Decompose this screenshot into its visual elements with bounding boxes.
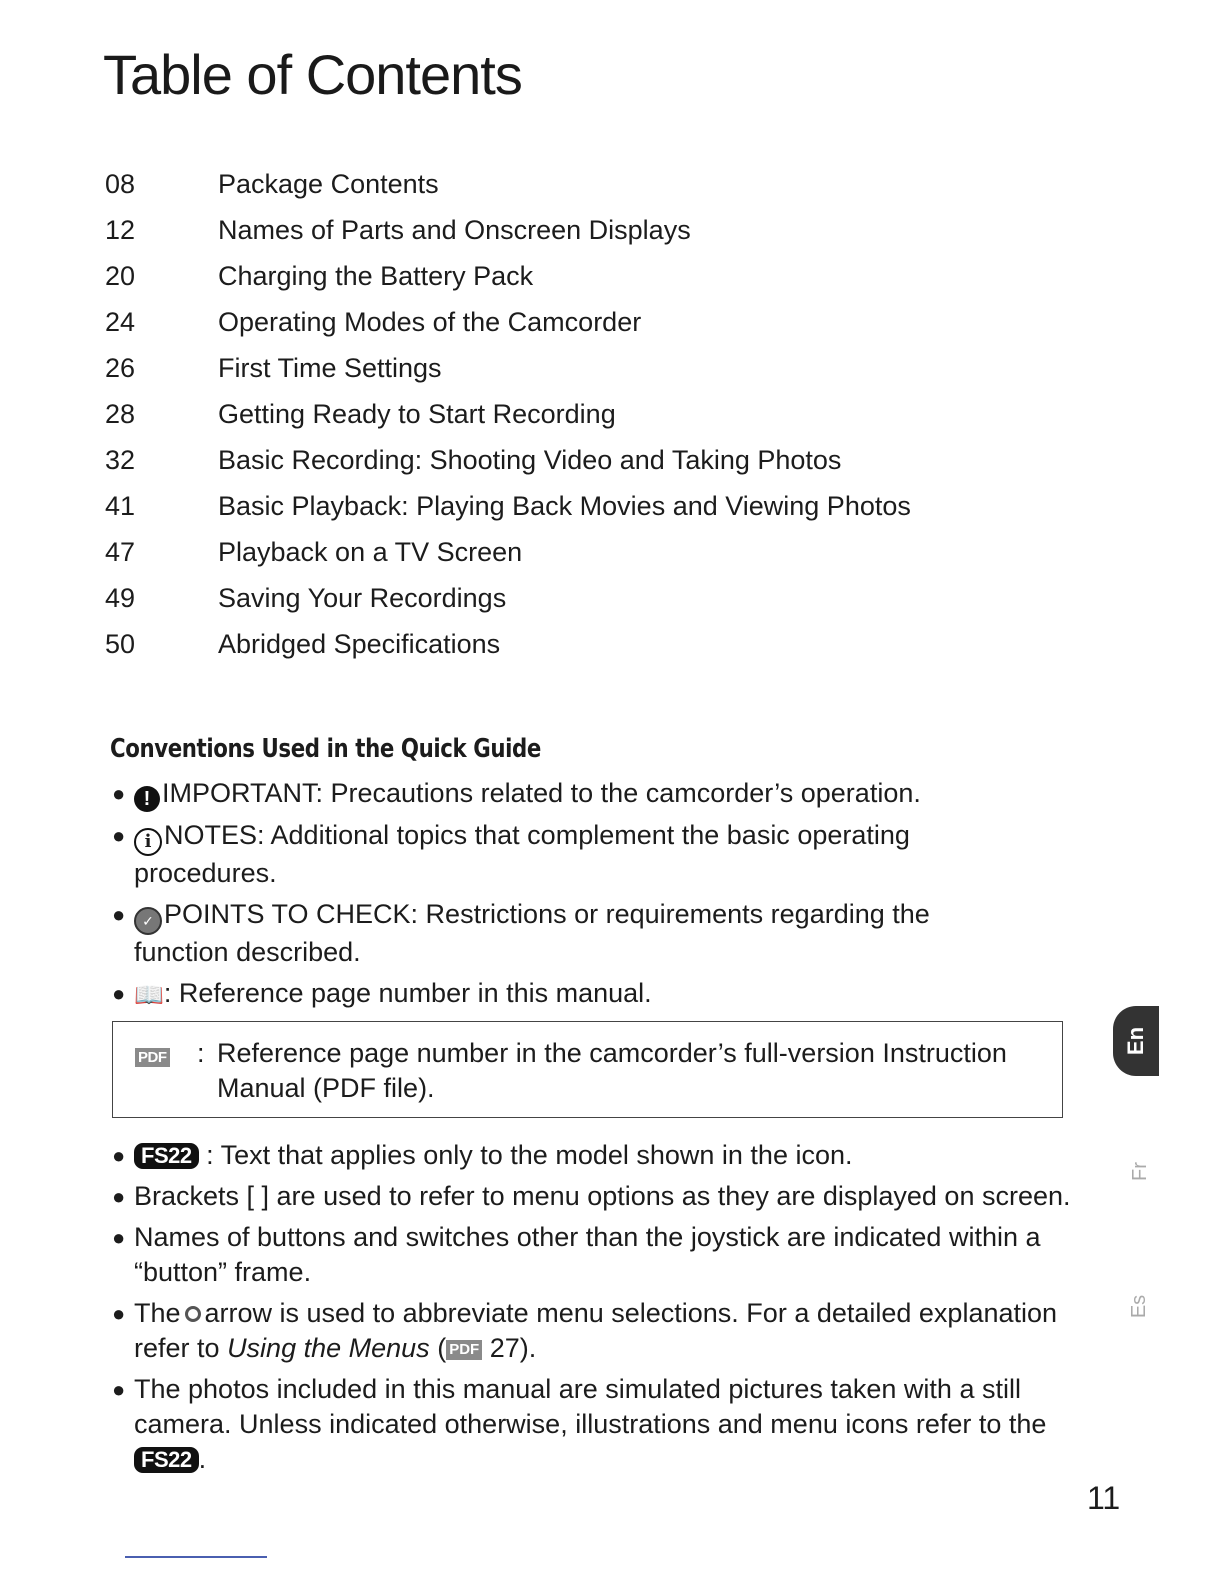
toc-page-number: 26	[105, 353, 136, 383]
bullet-icon: ●	[112, 981, 126, 1006]
toc-row[interactable]	[105, 581, 1005, 627]
toc-entry-title: Package Contents	[218, 169, 439, 199]
toc-page-number: 47	[105, 537, 136, 567]
toc-page-number: 20	[105, 261, 136, 291]
toc-entry-title: Operating Modes of the Camcorder	[218, 307, 642, 337]
notes-icon: i	[134, 828, 162, 856]
toc-row[interactable]	[105, 443, 1005, 489]
book-icon: 📖	[134, 982, 164, 1009]
toc-row[interactable]	[105, 489, 1005, 535]
toc-entry-title: First Time Settings	[218, 353, 442, 383]
toc-page-number: 50	[105, 629, 136, 659]
model-badge: FS22	[134, 1143, 199, 1169]
using-menus-link[interactable]: Using the Menus	[227, 1333, 430, 1363]
toc-page-number: 08	[105, 169, 136, 199]
conventions-list	[112, 776, 1012, 1019]
toc-entry-title: Charging the Battery Pack	[218, 261, 534, 291]
bullet-icon: ●	[112, 781, 126, 806]
toc-entry-title: Saving Your Recordings	[218, 583, 507, 613]
brackets-text: Brackets [ ] are used to refer to menu options as they are displayed on screen.	[134, 1181, 1071, 1211]
list-item	[112, 776, 1012, 812]
toc-page-number: 49	[105, 583, 136, 613]
list-item	[112, 1220, 1072, 1290]
bullet-icon: ●	[112, 1225, 126, 1250]
toc-entry-title: Basic Playback: Playing Back Movies and Viewing Photos	[218, 491, 911, 521]
toc-row[interactable]	[105, 167, 1005, 213]
language-tab-fr[interactable]	[1125, 1153, 1155, 1189]
toc-row[interactable]	[105, 627, 1005, 673]
important-text: IMPORTANT: Precautions related to the camcorder’s operation.	[162, 778, 921, 808]
model-text: : Text that applies only to the model shown in the icon.	[206, 1140, 853, 1170]
list-item	[112, 818, 1012, 891]
bullet-icon: ●	[112, 1301, 126, 1326]
photos-text: The photos included in this manual are simulated pictures taken with a still camera. Unless indicated otherwise, illustrations and menu icons refer to the	[134, 1374, 1047, 1439]
toc-page-number: 41	[105, 491, 136, 521]
bullet-icon: ●	[112, 902, 126, 927]
language-tab-es[interactable]	[1125, 1288, 1155, 1324]
list-item	[112, 976, 1012, 1013]
photos-end: .	[198, 1444, 207, 1474]
toc-entry-title: Abridged Specifications	[218, 629, 501, 659]
language-tab-en[interactable]	[1113, 1006, 1159, 1076]
toc-entry-title: Basic Recording: Shooting Video and Taking Photos	[218, 445, 842, 475]
ref-page: 27).	[489, 1333, 537, 1363]
bullet-icon: ●	[112, 823, 126, 848]
toc-row[interactable]	[105, 259, 1005, 305]
bullet-icon: ●	[112, 1377, 126, 1402]
pdf-colon: :	[197, 1038, 205, 1068]
points-to-check-icon: ✓	[134, 907, 162, 935]
pdf-reference-text: Reference page number in the camcorder’s full-version Instruction Manual (PDF file).	[217, 1038, 1007, 1103]
pdf-icon: PDF	[135, 1048, 170, 1067]
conventions-list-continued	[112, 1138, 1072, 1483]
toc-page-number: 24	[105, 307, 136, 337]
bullet-icon: ●	[112, 1143, 126, 1168]
toc-page-number: 32	[105, 445, 136, 475]
toc-row[interactable]	[105, 397, 1005, 443]
arrow-text-before: The	[134, 1298, 181, 1328]
arrow-text-after: arrow is used to abbreviate menu selections. For a detailed explanation refer to	[134, 1298, 1058, 1363]
page-number: 11	[1087, 1480, 1121, 1516]
toc-row[interactable]	[105, 213, 1005, 259]
buttons-text: Names of buttons and switches other than the joystick are indicated within a “button” frame.	[134, 1222, 1041, 1287]
pdf-reference-box	[112, 1021, 1063, 1118]
check-text: POINTS TO CHECK: Restrictions or requirements regarding the function described.	[134, 899, 930, 967]
arrow-circle-icon	[185, 1306, 201, 1322]
toc-row[interactable]	[105, 305, 1005, 351]
list-item	[112, 1372, 1072, 1477]
toc-entry-title: Playback on a TV Screen	[218, 537, 523, 567]
bullet-icon: ●	[112, 1184, 126, 1209]
bottom-divider	[125, 1556, 267, 1558]
model-badge: FS22	[134, 1447, 199, 1473]
list-item	[112, 1296, 1072, 1366]
toc-page-number: 28	[105, 399, 136, 429]
notes-text: NOTES: Additional topics that complement the basic operating procedures.	[134, 820, 910, 888]
list-item	[112, 897, 1012, 970]
page-title: Table of Contents	[103, 43, 522, 106]
toc-page-number: 12	[105, 215, 136, 245]
pdf-icon: PDF	[446, 1340, 482, 1360]
table-of-contents	[105, 167, 1005, 673]
reference-text: : Reference page number in this manual.	[163, 978, 652, 1008]
important-icon: !	[134, 786, 160, 812]
tab-label-en: En	[1123, 1026, 1148, 1056]
tab-label-fr: Fr	[1128, 1161, 1151, 1181]
list-item	[112, 1138, 1072, 1173]
toc-entry-title: Names of Parts and Onscreen Displays	[218, 215, 691, 245]
toc-row[interactable]	[105, 351, 1005, 397]
ref-open: (	[437, 1333, 447, 1363]
tab-label-es: Es	[1128, 1294, 1151, 1318]
conventions-heading: Conventions Used in the Quick Guide	[110, 734, 541, 764]
toc-entry-title: Getting Ready to Start Recording	[218, 399, 616, 429]
toc-row[interactable]	[105, 535, 1005, 581]
list-item	[112, 1179, 1072, 1214]
